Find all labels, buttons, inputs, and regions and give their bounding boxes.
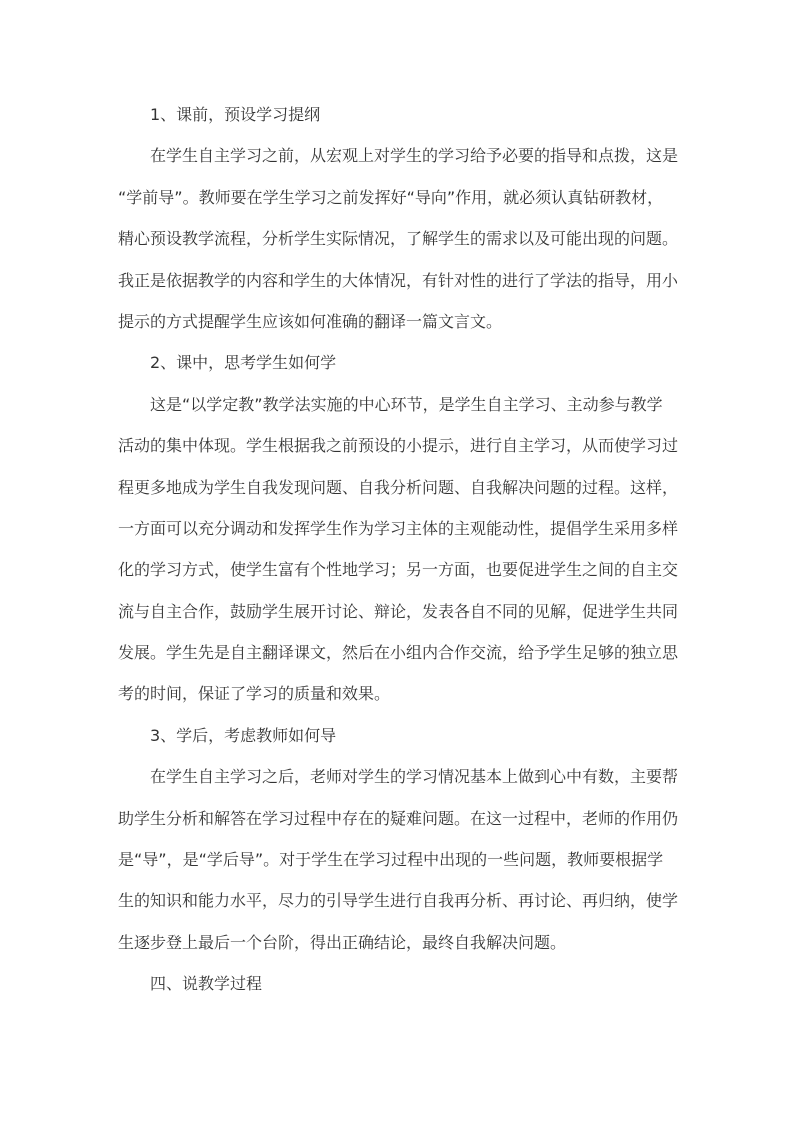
text-line: 3、学后，考虑教师如何导 <box>150 725 337 745</box>
text-line: 生逐步登上最后一个台阶，得出正确结论，最终自我解决问题。 <box>118 932 567 952</box>
text-line: 一方面可以充分调动和发挥学生作为学习主体的主观能动性，提倡学生采用多样 <box>118 518 679 538</box>
text-line: 生的知识和能力水平，尽力的引导学生进行自我再分析、再讨论、再归纳，使学 <box>118 891 679 911</box>
text-line: 程更多地成为学生自我发现问题、自我分析问题、自我解决问题的过程。这样， <box>118 477 679 497</box>
text-line: 我正是依据教学的内容和学生的大体情况，有针对性的进行了学法的指导，用小 <box>118 270 679 290</box>
text-line: 这是“以学定教”教学法实施的中心环节，是学生自主学习、主动参与教学 <box>150 394 663 414</box>
text-line: 1、课前，预设学习提纲 <box>150 105 321 124</box>
text-line: 在学生自主学习之后，老师对学生的学习情况基本上做到心中有数，主要帮 <box>150 767 679 787</box>
text-line: 化的学习方式，使学生富有个性地学习；另一方面，也要促进学生之间的自主交 <box>118 560 679 580</box>
text-line: 提示的方式提醒学生应该如何准确的翻译一篇文言文。 <box>118 311 503 331</box>
text-line: 是“导”，是“学后导”。对于学生在学习过程中出现的一些问题，教师要根据学 <box>118 850 664 870</box>
text-line: 助学生分析和解答在学习过程中存在的疑难问题。在这一过程中，老师的作用仍 <box>118 808 679 828</box>
document-body <box>118 94 680 1005</box>
text-line: 在学生自主学习之前，从宏观上对学生的学习给予必要的指导和点拨，这是 <box>150 146 679 166</box>
text-line: 考的时间，保证了学习的质量和效果。 <box>118 684 391 704</box>
text-line: 活动的集中体现。学生根据我之前预设的小提示，进行自主学习，从而使学习过 <box>118 436 679 456</box>
text-line: 四、说教学过程 <box>150 974 263 994</box>
text-line: “学前导”。教师要在学生学习之前发挥好“导向”作用，就必须认真钻研教材， <box>118 187 664 207</box>
text-line: 精心预设教学流程，分析学生实际情况，了解学生的需求以及可能出现的问题。 <box>118 229 679 249</box>
text-line: 2、课中，思考学生如何学 <box>150 353 337 373</box>
text-line: 发展。学生先是自主翻译课文，然后在小组内合作交流，给予学生足够的独立思 <box>118 643 679 663</box>
text-line: 流与自主合作，鼓励学生展开讨论、辩论，发表各自不同的见解，促进学生共同 <box>118 601 679 621</box>
